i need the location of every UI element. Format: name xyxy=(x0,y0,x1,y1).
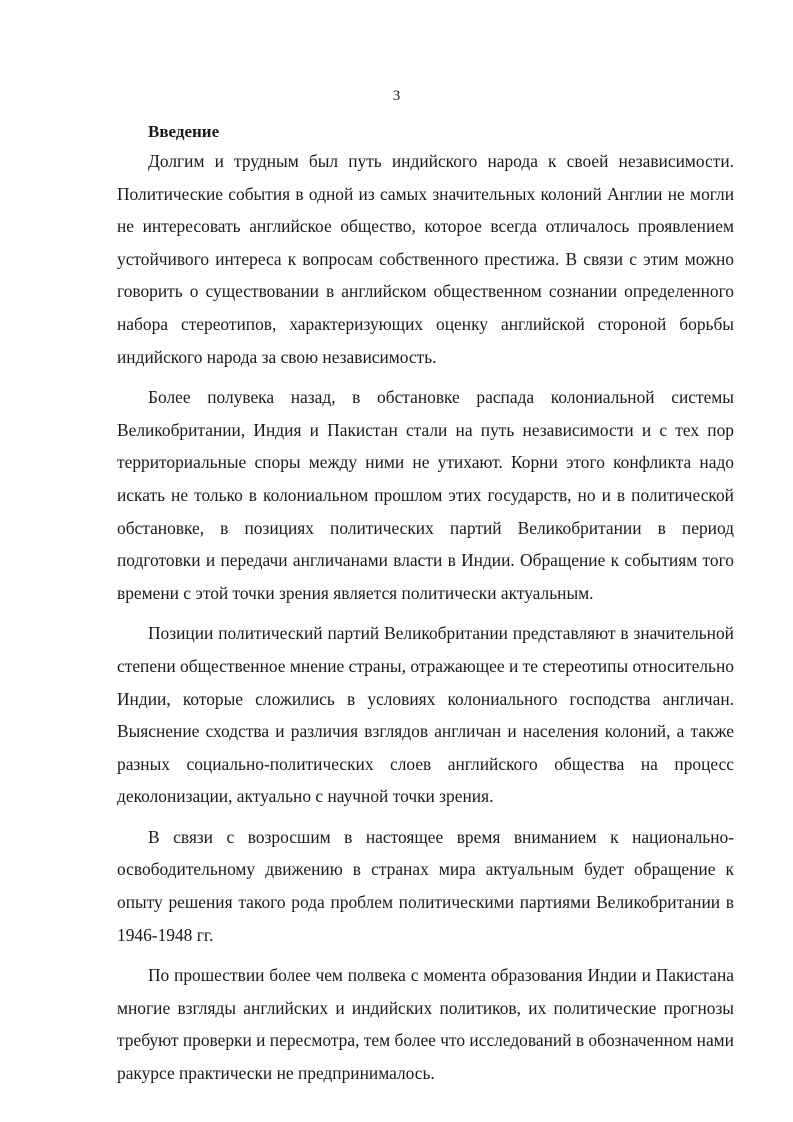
paragraph-4: В связи с возросшим в настоящее время вниманием к национально-освободительному движению в странах мира актуальным будет обращение к опыту решения такого рода проблем политическими партиями Великобритании в 1946-1948 гг. xyxy=(117,826,734,945)
section-heading: Введение xyxy=(148,122,220,141)
page-content xyxy=(117,119,734,1090)
paragraph-5: По прошествии более чем полвека с момента образования Индии и Пакистана многие взгляды английских и индийских политиков, их политические прогнозы требуют проверки и пересмотра, тем более что исследований в обозначенном нами ракурсе практически не предпринималось. xyxy=(117,965,734,1084)
page-number: 3 xyxy=(392,88,401,104)
paragraph-3: Позиции политический партий Великобритании представляют в значительной степени общественное мнение страны, отражающее и те стереотипы относительно Индии, которые сложились в условиях колониального господства англичан. Выяснение сходства и различия взглядов англичан и населения колоний, а также разных социально-политических слоев английского общества на процесс деколонизации, актуально с научной точки зрения. xyxy=(117,623,734,807)
paragraph-1: Долгим и трудным был путь индийского народа к своей независимости. Политические события в одной из самых значительных колоний Англии не могли не интересовать английское общество, которое всегда отличалось проявлением устойчивого интереса к вопросам собственного престижа. В связи с этим можно говорить о существовании в английском общественном сознании определенного набора стереотипов, характеризующих оценку английской стороной борьбы индийского народа за свою независимость. xyxy=(117,151,734,367)
paragraph-2: Более полувека назад, в обстановке распада колониальной системы Великобритании, Индия и Пакистан стали на путь независимости и с тех пор территориальные споры между ними не утихают. Корни этого конфликта надо искать не только в колониальном прошлом этих государств, но и в политической обстановке, в позициях политических партий Великобритании в период подготовки и передачи англичанами власти в Индии. Обращение к событиям того времени с этой точки зрения является политически актуальным. xyxy=(117,387,734,603)
